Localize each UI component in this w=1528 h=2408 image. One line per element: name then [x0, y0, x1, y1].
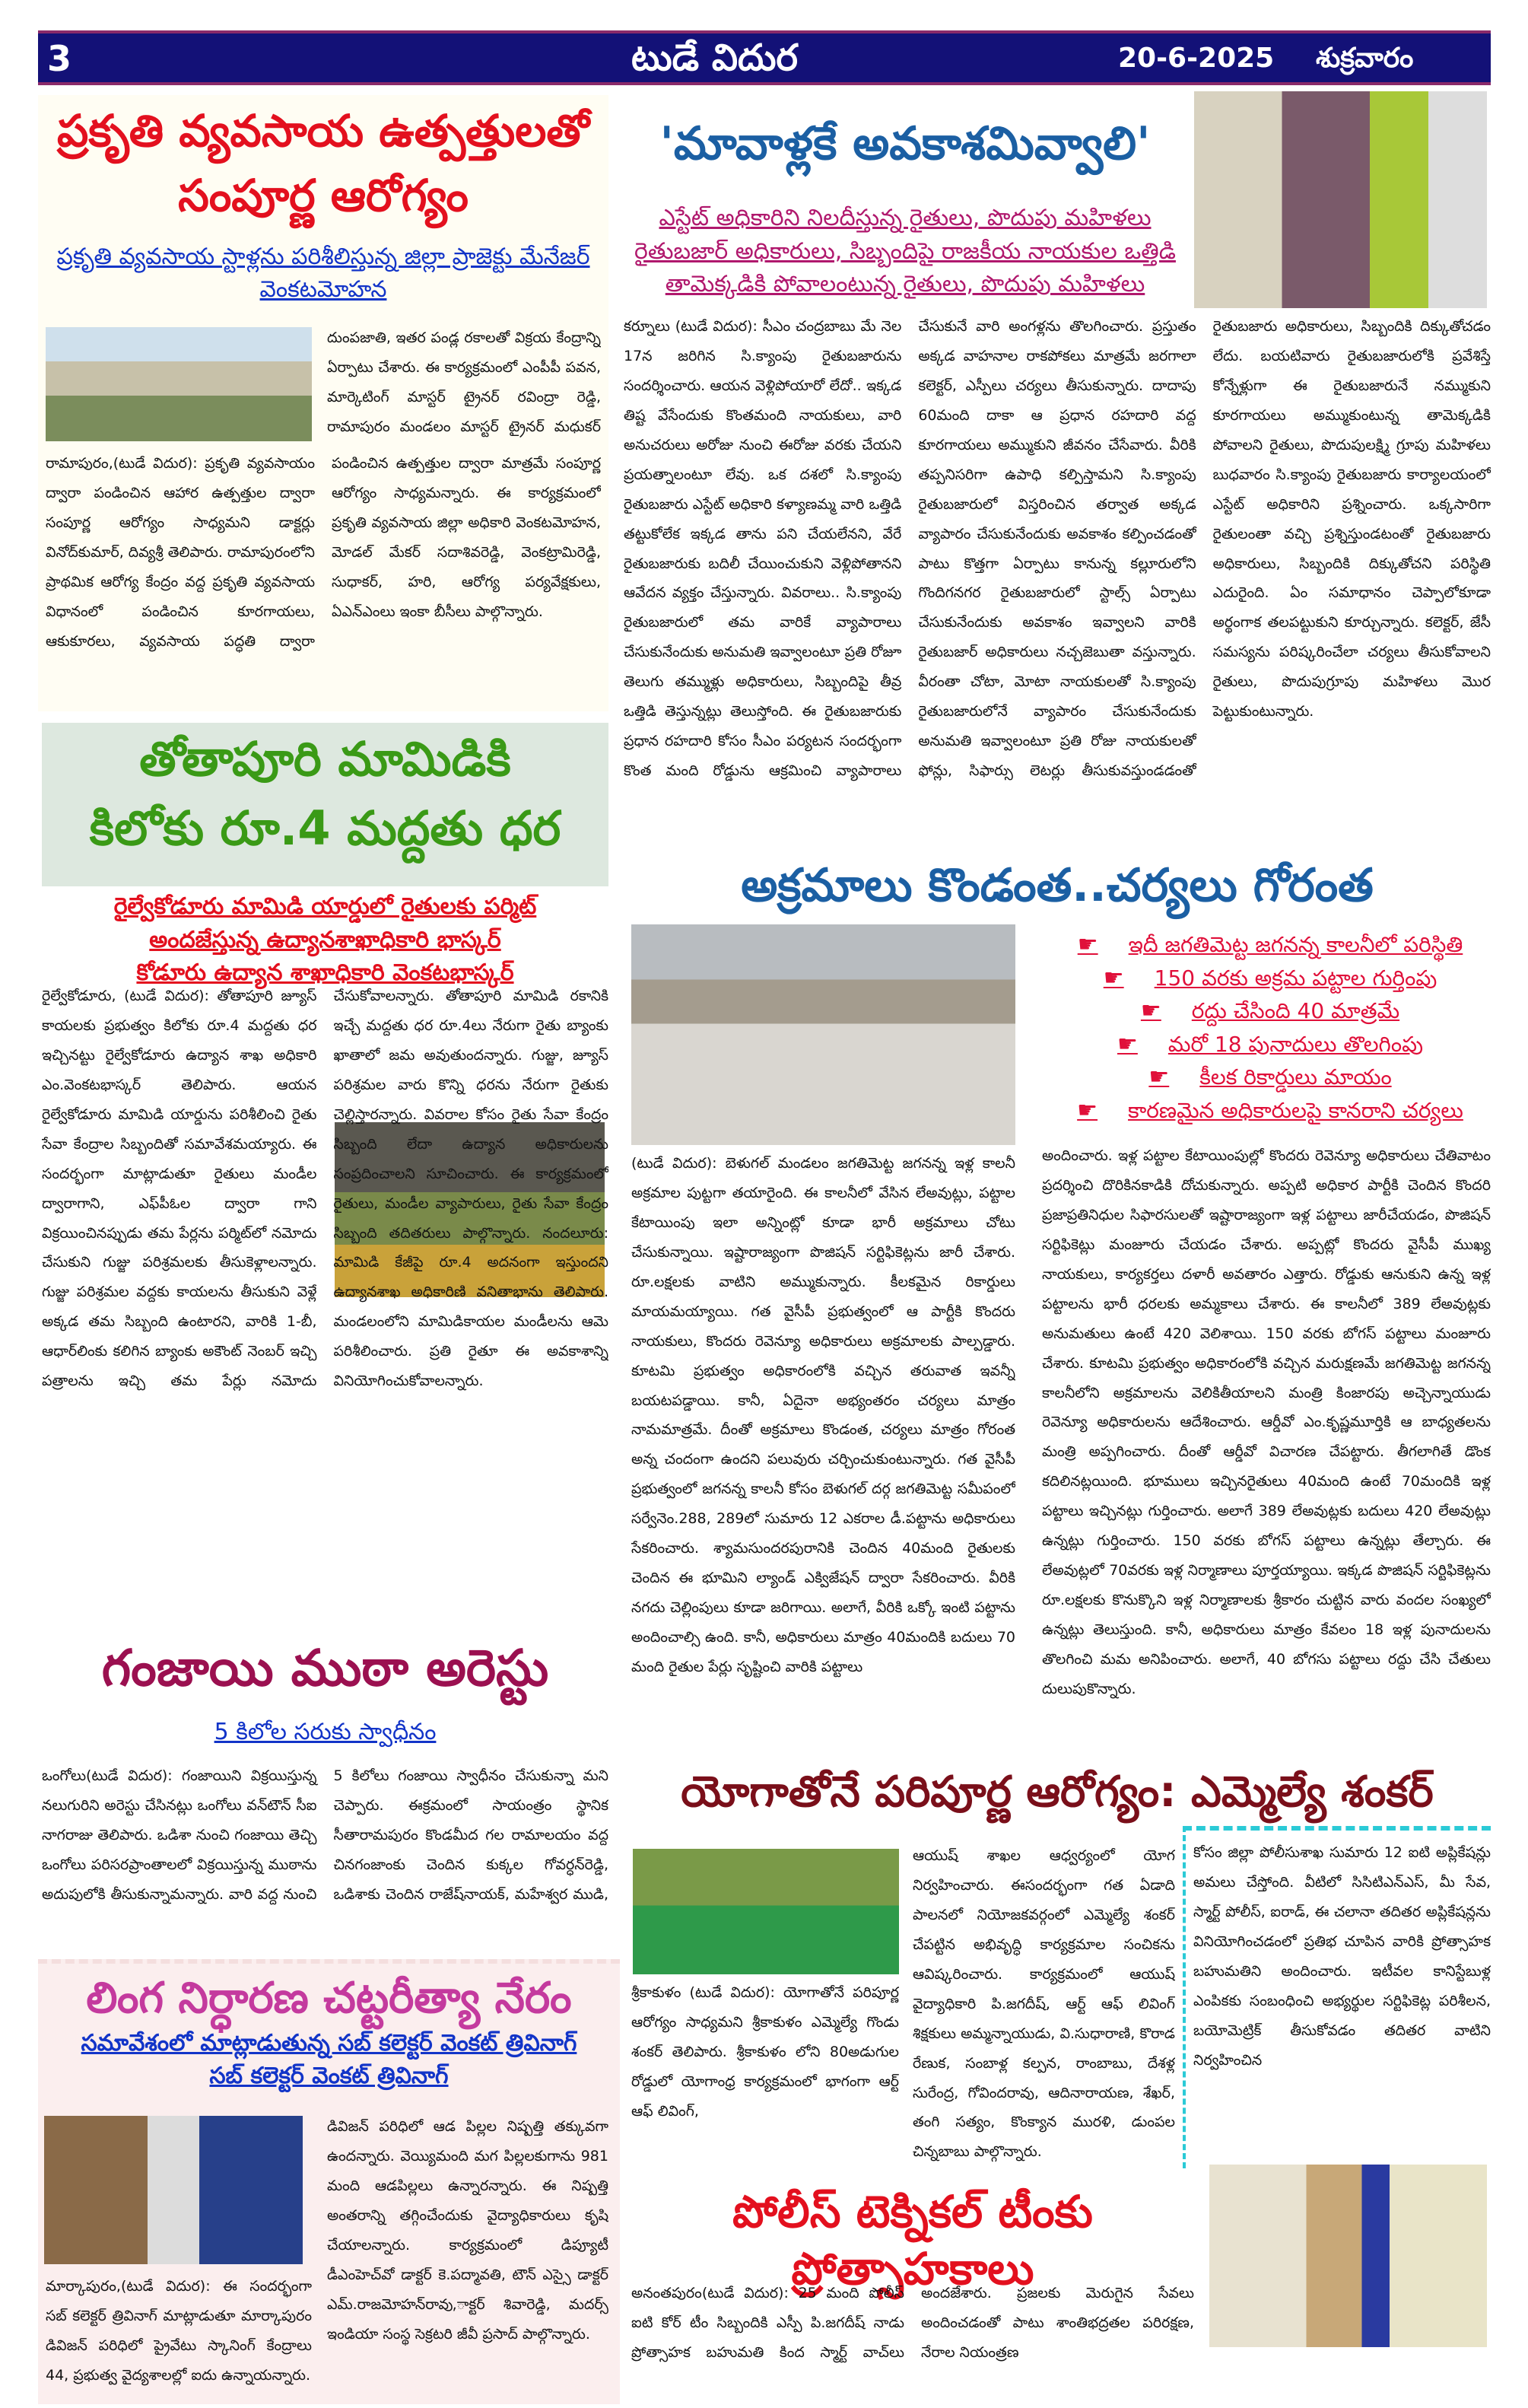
key-point: ☛ మరో 18 పునాదులు తొలగింపు: [1117, 1030, 1424, 1058]
rythu-bazar-headline: 'మావాళ్లకే అవకాశమివ్వాలి': [659, 117, 1151, 170]
ganja-subheadline: 5 కిలోల సరుకు స్వాధీనం: [214, 1719, 437, 1745]
headline-line2: కిలోకు రూ.4 మద్దతు ధర: [89, 800, 561, 856]
mango-article-body: రైల్వేకోడూరు, (టుడే విదుర): తోతాపూరి జ్యూస్ కాయలకు ప్రభుత్వం కిలోకు రూ.4 మద్దతు ధర ఇచ్చినట్టు రైల్వేకోడూరు ఉద్యాన శాఖ అధికారి ఎం.వెంకటభాస్కర్ తెలిపారు. ఆయన రైల్వేకోడూరు మామిడి యార్డును పరిశీలించి రైతు సేవా కేంద్రాల సిబ్బందితో సమావేశమయ్యారు. ఈ సందర్భంగా మాట్లాడుతూ రైతులు మండీల ద్వారాగాని, ఎఫ్‌పీఓల ద్వారా గాని విక్రయించినప్పుడు తమ పేర్లను పర్మిట్‌లో నమోదు చేసుకుని గుజ్జు పరిశ్రమలకు తీసుకెళ్లాలన్నారు. గుజ్జు పరిశ్రమల వద్దకు కాయలను తీసుకుని వెళ్లే అక్కడ తమ సిబ్బంది ఉంటారని, వారికి 1-బీ, ఆధార్‌లింకు కలిగిన బ్యాంకు అకౌంట్ నెంబర్ ఇచ్చి పత్రాలను ఇచ్చి తమ పేర్లు నమోదు చేసుకోవాలన్నారు. తోతాపూరి మామిడి రకానికి ఇచ్చే మద్దతు ధర రూ.4లు నేరుగా రైతు బ్యాంకు ఖాతాలో జమ అవుతుందన్నారు. గుజ్జు, జ్యూస్ పరిశ్రమల వారు కొన్ని ధరను నేరుగా రైతుకు చెల్లిస్తారన్నారు. వివరాల కోసం రైతు సేవా కేంద్రం సిబ్బంది లేదా ఉద్యాన అధికారులను సంప్రదించాలని సూచించారు. ఈ కార్యక్రమంలో రైతులు, మండీల వ్యాపారులు, రైతు సేవా కేంద్రం సిబ్బంది తదితరులు పాల్గొన్నారు. నందలూరు: మామిడి కేజీపై రూ.4 అదనంగా ఇస్తుందని ఉద్యానశాఖ అధికారిణి వనితాభాను తెలిపారు. మండలంలోని మామిడికాయల మండీలను ఆమె పరిశీలించారు. ప్రతి రైతూ ఈ అవకాశాన్ని వినియోగించుకోవాలన్నారు.: [42, 988, 608, 1390]
subheadline: ఎస్టేట్ అధికారిని నిలదీస్తున్న రైతులు, పొదుపు మహిళలు: [659, 205, 1152, 231]
issue-date: 20-6-2025: [1118, 43, 1275, 74]
subheadline-1: సమావేశంలో మాట్లాడుతున్న సబ్ కలెక్టర్ వెంకట్ త్రివినాగ్: [81, 2029, 577, 2057]
headline-line1: తోతాపూరి మామిడికి: [139, 731, 511, 787]
yoga-event-photo: [633, 1849, 899, 1974]
pointing-hand-icon: ☛: [1117, 1030, 1138, 1058]
police-headline: పోలీస్ టెక్నికల్ టీంకు ప్రోత్సాహకాలు: [732, 2186, 1093, 2295]
key-point: ☛ రద్దు చేసింది 40 మాత్రమే: [1140, 997, 1400, 1024]
article-body: మార్కాపురం,(టుడే విదుర): ఈ సందర్భంగా సబ్ కలెక్టర్ త్రివినాగ్ మాట్లాడుతూ మార్కాపురం డివిజన్ పరిధిలో ప్రైవేటు స్కానింగ్ కేంద్రాలు 44, ప్రభుత్వ వైద్యశాలల్లో ఐదు ఉన్నాయన్నారు.: [46, 2278, 312, 2384]
colony-article-body-left: (టుడే విదుర): బెళుగల్ మండలం జగతిమెట్ట జగనన్న ఇళ్ల కాలనీ అక్రమాల పుట్టగా తయారైంది. ఈ కాలనీలో వేసిన లేఅవుట్లు, పట్టాల కేటాయింపు ఇలా అన్నింట్లో కూడా భారీ అక్రమాలు చోటు చేసుకున్నాయి. ఇష్టారాజ్యంగా పొజిషన్ సర్టిఫికెట్లను జారీ చేశారు. రూ.లక్షలకు వాటిని అమ్ముకున్నారు. కీలకమైన రికార్డులు మాయమయ్యాయి. గత వైసీపీ ప్రభుత్వంలో ఆ పార్టీకి కొందరు నాయకులు, కొందరు రెవెన్యూ అధికారులు అక్రమాలకు పాల్పడ్డారు. కూటమి ప్రభుత్వం అధికారంలోకి వచ్చిన తరువాత ఇవన్నీ బయటపడ్డాయి. కానీ, ఏదైనా అభ్యంతరం చర్యలు మాత్రం నామమాత్రమే. దీంతో అక్రమాలు కొండంత, చర్యలు మాత్రం గోరంత అన్న చందంగా ఉందని పలువురు చర్చించుకుంటున్నారు. గత వైసీపీ ప్రభుత్వంలో జగనన్న కాలనీ కోసం బెళుగల్ దర్గ జగతిమెట్ట సమీపంలో సర్వేనెం.288, 289లో సుమారు 12 ఎకరాల డీ.పట్టాను అధికారులు సేకరించారు. శ్యామసుందరపురానికి చెందిన 40మంది రైతులకు చెందిన ఈ భూమిని ల్యాండ్ ఎక్విజేషన్ ద్వారా సేకరించారు. వీరికి నగదు చెల్లింపులు కూడా జరిగాయి. అలాగే, వీరికి ఒక్కో ఇంటి పట్టాను అందించాల్సి ఉంది. కానీ, అధికారులు మాత్రం 40మందికి బదులు 70 మంది రైతుల పేర్లు సృష్టించి వారికి పట్టాలు: [631, 1155, 1015, 1675]
pointing-hand-icon: ☛: [1077, 1096, 1098, 1124]
pointing-hand-icon: ☛: [1148, 1064, 1170, 1090]
masthead: [38, 30, 1491, 85]
women-farmers-photo: [1194, 91, 1487, 308]
article-natural-farming: [38, 95, 608, 711]
subheadline: రైతుబజార్ అధికారులు, సిబ్బందిపై రాజకీయ నాయకుల ఒత్తిడి: [634, 237, 1176, 265]
key-point: ☛ కారణమైన అధికారులపై కానరాని చర్యలు: [1077, 1096, 1463, 1124]
key-point: ☛ కీలక రికార్డులు మాయం: [1148, 1064, 1392, 1090]
page-number: 3: [47, 38, 72, 79]
colony-irregularities-headline: అక్రమాలు కొండంత..చర్యలు గోరంత: [741, 859, 1374, 912]
police-article-body: అనంతపురం(టుడే విదుర): 25 మంది పోలీస్ ఐటి కోర్ టీం సిబ్బందికి ఎస్పీ పి.జగదీష్ నాడు ప్రోత్సాహక బహుమతి కింద స్మార్ట్ వాచ్‌లు అందజేశారు. ప్రజలకు మెరుగైన సేవలు అందించడంతో పాటు శాంతిభద్రతల పరిరక్షణ, నేరాల నియంత్రణ: [631, 2285, 1194, 2361]
subheadline: ప్రకృతి వ్యవసాయ స్టాళ్లను పరిశీలిస్తున్న జిల్లా ప్రాజెక్టు మేనేజర్ వెంకటమోహన: [56, 243, 590, 304]
headline-line2: సంపూర్ణ ఆరోగ్యం: [178, 170, 469, 222]
mango-headline-box: [42, 723, 608, 886]
rythu-bazar-article-body: కర్నూలు (టుడే విదుర): సీఎం చంద్రబాబు మే నెల 17న జరిగిన సి.క్యాంపు రైతుబజారును సందర్శించారు. ఆయన వెళ్లిపోయారో లేదో.. ఇక్కడ తిష్ట వేసేందుకు కొంతమంది నాయకులు, వారి అనుచరులు అరోజు నుంచి ఈరోజు వరకు చేయని ప్రయత్నాలంటూ లేవు. ఒక దశలో సి.క్యాంపు రైతుబజారు ఎస్టేట్ అధికారి కళ్యాణమ్మ వారి ఒత్తిడి తట్టుకోలేక ఇక్కడ తాను పని చేయలేనని, వేరే రైతుబజారుకు బదిలీ చేయించుకుని వెళ్లిపోతానని ఆవేదన వ్యక్తం చేస్తున్నారు. వివరాలు.. సి.క్యాంపు రైతుబజారులో తమ వారికే వ్యాపారాలు చేసుకునేందుకు అనుమతి ఇవ్వాలంటూ ప్రతి రోజూ తెలుగు తమ్ముళ్లు అధికారులు, సిబ్బందిపై తీవ్ర ఒత్తిడి తెస్తున్నట్లు తెలుస్తోంది. ఈ రైతుబజారుకు ప్రధాన రహదారి కోసం సీఎం పర్యటన సందర్భంగా కొంత మంది రోడ్డును ఆక్రమించి వ్యాపారాలు చేసుకునే వారి అంగళ్లను తొలగించారు. ప్రస్తుతం అక్కడ వాహనాల రాకపోకలు మాత్రమే జరగాలా కలెక్టర్, ఎస్పీలు చర్యలు తీసుకున్నారు. దాదాపు 60మంది దాకా ఆ ప్రధాన రహదారి వద్ద కూరగాయలు అమ్ముకుని జీవనం చేసేవారు. వీరికి తప్పనిసరిగా ఉపాధి కల్పిస్తామని సి.క్యాంపు రైతుబజారులో విస్తరించిన తర్వాత అక్కడ వ్యాపారం చేసుకునేందుకు అవకాశం కల్పించడంతో పాటు కొత్తగా ఏర్పాటు కానున్న కల్లూరులోని గొందిగనగర రైతుబజారులో స్టాల్స్ ఏర్పాటు చేసుకునేందుకు అవకాశం ఇవ్వాలని వారికి రైతుబజార్ అధికారులు నచ్చజెబుతా వస్తున్నారు. వీరంతా చోటా, మోటా నాయకులతో సి.క్యాంపు రైతుబజారులోనే వ్యాపారం చేసుకునేందుకు అనుమతి ఇవ్వాలంటూ ప్రతి రోజు నాయకులతో ఫోన్లు, సిఫార్సు లెటర్లు తీసుకువస్తుండడంతో రైతుబజారు అధికారులు, సిబ్బందికి దిక్కుతోచడం లేదు. బయటివారు రైతుబజారులోకి ప్రవేశిస్తే కోన్నేళ్లుగా ఈ రైతుబజారునే నమ్ముకుని కూరగాయలు అమ్ముకుంటున్న తామెక్కడికి పోవాలని రైతులు, పొదుపులక్ష్మి గ్రూపు మహిళలు బుధవారం సి.క్యాంపు రైతుబజారు కార్యాలయంలో ఎస్టేట్ అధికారిని ప్రశ్నించారు. ఒక్కసారిగా రైతులంతా వచ్చి ప్రశ్నిస్తుండటంతో రైతుబజారు అధికారులు, సిబ్బందికి దిక్కుతోచని పరిస్థితి ఎదురైంది. ఏం సమాధానం చెప్పాలోకూడా అర్థంగాక తలపట్టుకుని కూర్చున్నారు. కలెక్టర్, జేసీ సమస్యను పరిష్కరించేలా చర్యలు తీసుకోవాలని రైతులు, పొదుపుగ్రూపు మహిళలు మొర పెట్టుకుంటున్నారు.: [624, 318, 1491, 780]
police-continued-box: [1183, 1826, 1491, 2168]
farm-stall-photo: [46, 327, 312, 441]
key-point: ☛ ఇదీ జగతిమెట్ట జగనన్న కాలనీలో పరిస్థితి: [1077, 931, 1463, 958]
subheadline-2: సబ్ కలెక్టర్ వెంకట్ త్రివినాగ్: [209, 2063, 449, 2090]
ganja-headline: గంజాయి ముఠా అరెస్టు: [101, 1639, 549, 1697]
pointing-hand-icon: ☛: [1103, 964, 1124, 991]
newspaper-name: టుడే విదుర: [631, 37, 798, 79]
article-body-side: డివిజన్ పరిధిలో ఆడ పిల్లల నిష్పత్తి తక్కువగా ఉందన్నారు. వెయ్యిమంది మగ పిల్లలకుగాను 981 మంది ఆడపిల్లలు ఉన్నారన్నారు. ఈ నిష్పత్తి అంతరాన్ని తగ్గించేందుకు వైద్యాధికారులు కృషి చేయాలన్నారు. కార్యక్రమంలో డిప్యూటీ డీఎంహెచ్‌వో డాక్టర్ కె.పద్మావతి, టౌన్ ఎస్సై డాక్టర్ ఎమ్.రాజమోహన్‌రావు,ాక్టర్ శివారెడ్డి, మదర్స్ ఇండియా సంస్థ సెక్రటరి జీవీ ప్రసాద్ పాల్గొన్నారు.: [327, 2118, 608, 2343]
mango-subheadlines: [42, 890, 608, 990]
headline-line1: ప్రకృతి వ్యవసాయ ఉత్పత్తులతో: [57, 105, 589, 157]
subheadline: కోడూరు ఉద్యాన శాఖాధికారి వెంకటభాస్కర్: [136, 959, 514, 986]
colony-photo: [631, 924, 1015, 1145]
headline: లింగ నిర్ధారణ చట్టరీత్యా నేరం: [86, 1974, 572, 2023]
gender-test-article: [38, 1959, 620, 2404]
police-award-photo: [1209, 2165, 1487, 2347]
rythu-bazar-subheadlines: [624, 202, 1187, 301]
police-article-continued: కోసం జిల్లా పోలీసుశాఖ సుమారు 12 ఐటి అప్లికేషన్లు అమలు చేస్తోంది. వీటిలో సిసిటిఎన్ఎస్, మీ సేవ, స్మార్ట్ పోలీస్, ఐరాడ్, ఈ చలానా తదితర అప్లికేషన్లను వినియోగించడంలో ప్రతిభ చూపిన వారికి ప్రోత్సాహక బహుమతిని అందించారు. ఇటీవల కానిస్టేబుళ్ల ఎంపికకు సంబంధించి అభ్యర్థుల సర్టిఫికెట్ల పరిశీలన, బయోమెట్రిక్ తీసుకోవడం తదితర వాటిని నిర్వహించిన: [1193, 1844, 1491, 2069]
yoga-article-body-under: శ్రీకాకుళం (టుడే విదుర): యోగాతోనే పరిపూర్ణ ఆరోగ్యం సాధ్యమని శ్రీకాకుళం ఎమ్మెల్యే గొండు శంకర్ తెలిపారు. శ్రీకాకుళం లోని 80అడుగుల రోడ్డులో యోగాంధ్ర కార్యక్రమంలో భాగంగా ఆర్ట్ ఆఫ్ లివింగ్,: [631, 1984, 899, 2120]
article-body-side: దుంపజాతి, ఇతర పండ్ల రకాలతో విక్రయ కేంద్రాన్ని ఏర్పాటు చేశారు. ఈ కార్యక్రమంలో ఎంపీపీ పవన, మార్కెటింగ్ మాస్టర్ ట్రైనర్ రవింద్రా రెడ్డి, రామాపురం మండలం మాస్టర్ ట్రైనర్ మధుకర్: [327, 329, 601, 435]
subheadline: తామెక్కడికి పోవాలంటున్న రైతులు, పొదుపు మహిళలు: [665, 271, 1145, 297]
yoga-article-body-mid: ఆయుష్ శాఖల ఆధ్వర్యంలో యోగ నిర్వహించారు. ఈసందర్భంగా గత ఏడాది పాలనలో నియోజకవర్గంలో ఎమ్మెల్యే శంకర్ చేపట్టిన అభివృద్ధి కార్యక్రమాల సంచికను ఆవిష్కరించారు. కార్యక్రమంలో ఆయుష్ వైద్యాధికారి పి.జగదీష్, ఆర్ట్ ఆఫ్ లివింగ్ శిక్షకులు అమ్మన్నాయుడు, వి.సుధారాణి, కొరాడ రేణుక, సంబాళ్ల కల్పన, రాంబాబు, దేశళ్ల సురేంద్ర, గోవిందరావు, ఆదినారాయణ, శేఖర్, తంగి సత్యం, కొంక్యాన మురళి, డుంపల చిన్నబాబు పాల్గొన్నారు.: [913, 1847, 1175, 2161]
pointing-hand-icon: ☛: [1077, 931, 1098, 958]
colony-article-body-right: అందించారు. ఇళ్ల పట్టాల కేటాయింపుల్లో కొందరు రెవెన్యూ అధికారులు చేతివాటం ప్రదర్శించి దొరికినకాడికి దోచుకున్నారు. అప్పటి అధికార పార్టీకి చెందిన కొందరి ప్రజాప్రతినిధుల సిఫారసులతో ఇష్టారాజ్యంగా ఇళ్ల పట్టాలు జారీచేయడం, పొజిషన్ సర్టిఫికెట్లు మంజూరు చేయడం చేశారు. అప్పట్లో కొందరు వైసీపీ ముఖ్య నాయకులు, కార్యకర్తలు దళారీ అవతారం ఎత్తారు. రోడ్డుకు ఆనుకుని ఉన్న ఇళ్ల పట్టాలను భారీ ధరలకు అమ్మకాలు చేశారు. ఈ కాలనీలో 389 లేఅవుట్లకు అనుమతులు ఉంటే 420 వెలిశాయి. 150 వరకు బోగస్ పట్టాలు మంజూరు చేశారు. కూటమి ప్రభుత్వం అధికారంలోకి వచ్చిన మరుక్షణమే జగతిమెట్ట జగనన్న కాలనీలోని అక్రమాలను వెలికితీయాలని మంత్రి కింజారపు అచ్చెన్నాయుడు రెవెన్యూ అధికారులను ఆదేశించారు. ఆర్డీవో ఎం.కృష్ణమూర్తికి ఆ బాధ్యతలను మంత్రి అప్పగించారు. దీంతో ఆర్డీవో విచారణ చేపట్టారు. తీగలాగితే డొంక కదిలినట్లయింది. భూములు ఇచ్చినరైతులు 40మంది ఉంటే 70మందికి ఇళ్ల పట్టాలు ఇచ్చినట్లు గుర్తించారు. అలాగే 389 లేఅవుట్లకు బదులు 420 లేఅవుట్లు ఉన్నట్లు గుర్తించారు. 150 వరకు బోగస్ పట్టాలు ఉన్నట్లు తేల్చారు. ఈ లేఅవుట్లలో 70వరకు ఇళ్ల నిర్మాణాలు పూర్తయ్యాయి. ఇక్కడ పొజిషన్ సర్టిఫికెట్లను రూ.లక్షలకు కొనుక్కొని ఇళ్ల నిర్మాణాలకు శ్రీకారం చుట్టిన వారు వందల సంఖ్యలో ఉన్నట్లు తెలుస్తుంది. కానీ, అధికారులు మాత్రం కేవలం 18 ఇళ్ల పునాదులను తొలగించి మమ అనిపించారు. అలాగే, 40 బోగసు పట్టాలు రద్దు చేసి చేతులు దులుపుకొన్నారు.: [1042, 1147, 1491, 1697]
key-points-list: [1050, 928, 1491, 1127]
subheadline: అందజేస్తున్న ఉద్యానశాఖాధికారి భాస్కర్: [149, 926, 501, 953]
meeting-photo: [44, 2116, 303, 2264]
ganja-article-body: ఒంగోలు(టుడే విదుర): గంజాయిని విక్రయిస్తున్న నలుగురిని అరెస్టు చేసినట్లు ఒంగోలు వన్‌టౌన్ సీఐ నాగరాజు తెలిపారు. ఒడిశా నుంచి గంజాయి తెచ్చి ఒంగోలు పరిసరప్రాంతాలలో విక్రయిస్తున్న ముఠాను అదుపులోకి తీసుకున్నామన్నారు. వారి వద్ద నుంచి 5 కిలోలు గంజాయి స్వాధీనం చేసుకున్నా మని చెప్పారు. ఈక్రమంలో సాయంత్రం స్థానిక సీతారామపురం కొండమీద గల రామాలయం వద్ద చినగంజాంకు చెందిన కుక్కల గోవర్ధన్‌రెడ్డి, ఒడిశాకు చెందిన రాజేష్‌నాయక్, మహేశ్వర ముడి,: [42, 1767, 608, 1903]
article-body: రామాపురం,(టుడే విదుర): ప్రకృతి వ్యవసాయం ద్వారా పండించిన ఆహార ఉత్పత్తుల ద్వారా సంపూర్ణ ఆరోగ్యం సాధ్యమని డాక్టర్లు వినోద్‌కుమార్, దివ్యశ్రీ తెలిపారు. రామాపురంలోని ప్రాథమిక ఆరోగ్య కేంద్రం వద్ద ప్రకృతి వ్యవసాయ విధానంలో పండించిన కూరగాయలు, ఆకుకూరలు, వ్యవసాయ పద్ధతి ద్వారా పండించిన ఉత్పత్తుల ద్వారా మాత్రమే సంపూర్ణ ఆరోగ్యం సాధ్యమన్నారు. ఈ కార్యక్రమంలో ప్రకృతి వ్యవసాయ జిల్లా అధికారి వెంకటమోహన, మోడల్ మేకర్ సదాశివరెడ్డి, వెంకట్రామిరెడ్డి, సుధాకర్, హరి, ఆరోగ్య పర్యవేక్షకులు, ఏఎన్ఎంలు ఇంకా బీసీలు పాల్గొన్నారు.: [46, 455, 601, 650]
yoga-headline: యోగాతోనే పరిపూర్ణ ఆరోగ్యం: ఎమ్మెల్యే శంకర్: [681, 1767, 1434, 1817]
subheadline: రైల్వేకోడూరు మామిడి యార్డులో రైతులకు పర్మిట్: [113, 893, 537, 920]
pointing-hand-icon: ☛: [1140, 997, 1161, 1024]
key-point: ☛ 150 వరకు అక్రమ పట్టాల గుర్తింపు: [1103, 964, 1437, 991]
issue-day: శుక్రవారం: [1316, 43, 1414, 74]
